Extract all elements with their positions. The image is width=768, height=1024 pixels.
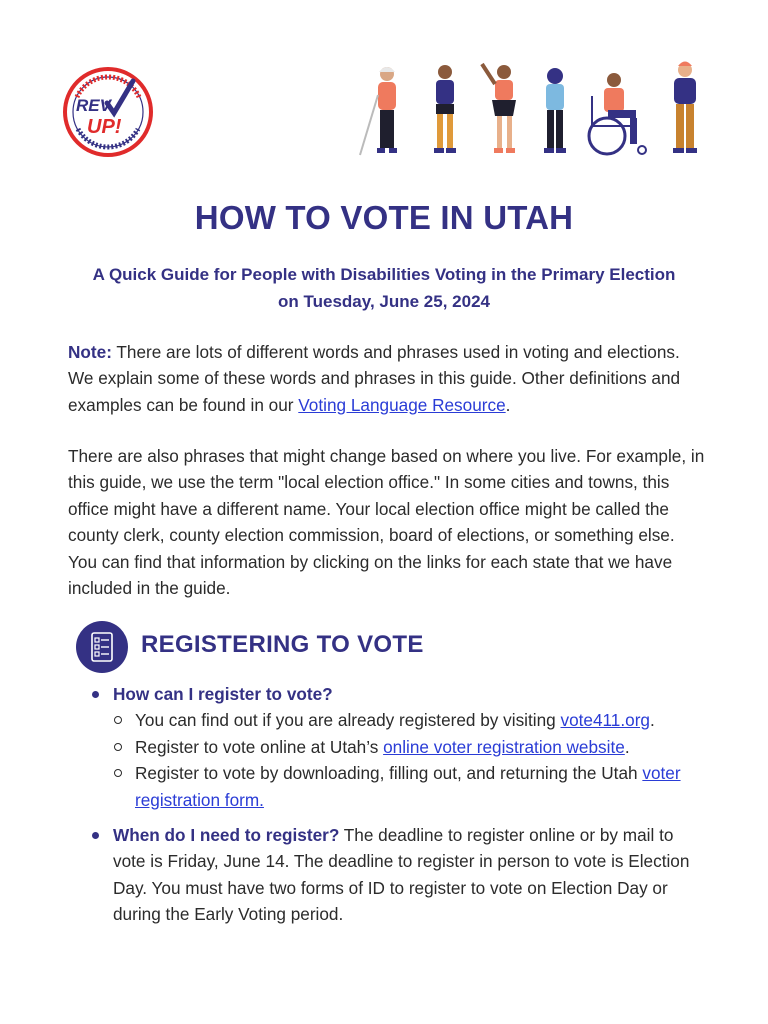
subtitle-line-1: A Quick Guide for People with Disabilities Voting in the Primary Election	[92, 265, 676, 284]
list-item	[90, 681, 710, 813]
subitem-text: Register to vote by downloading, filling out, and returning the Utah	[135, 763, 643, 784]
hollow-bullet-icon	[114, 743, 122, 751]
bullet-icon	[92, 832, 99, 839]
logo-rev-text: REV	[76, 96, 111, 115]
hollow-bullet-icon	[114, 716, 122, 724]
subitem-text: You can find out if you are already registered by visiting	[135, 710, 561, 731]
person-with-prosthetic-icon	[434, 65, 456, 153]
rev-up-logo	[63, 67, 153, 157]
person-in-hijab-icon	[544, 68, 566, 153]
page-title: HOW TO VOTE IN UTAH	[194, 199, 574, 236]
answer-when-register: The deadline to register online or by mail to vote is Friday, June 14. The deadline to register in person to vote is Election Day. You must have two forms of ID to register to vote on Election Day or during the Early Voting period.	[113, 825, 690, 925]
voting-language-resource-link[interactable]: Voting Language Resource	[298, 394, 506, 415]
question-when-register: When do I need to register?	[113, 825, 340, 845]
note-end: .	[505, 394, 511, 415]
subitem-text: Register to vote online at Utah’s	[135, 736, 384, 757]
note-text: There are lots of different words and phrases used in voting and elections. We explain some of these words and phrases in this guide. Other definitions and examples can be found in our	[68, 342, 681, 415]
question-how-register: How can I register to vote?	[113, 684, 333, 704]
registration-form-link[interactable]: voter registration form.	[135, 763, 681, 810]
deadline-question-list	[90, 822, 710, 928]
subtitle-line-2: on Tuesday, June 25, 2024	[278, 292, 490, 311]
sub-list-item	[113, 734, 710, 760]
note-label: Note:	[68, 342, 112, 362]
checklist-icon	[76, 621, 128, 673]
note-paragraph	[68, 339, 708, 418]
local-office-paragraph: There are also phrases that might change based on where you live. For example, in this guide, we use the term "local election office." In some cities and towns, this office might have a different name. Your local election office might be called the county clerk, county election commission, board of elections, or something else. You can find that information by clicking on the links for each state that we have included in the guide.	[68, 446, 705, 599]
section-heading: REGISTERING TO VOTE	[141, 631, 424, 658]
bullet-icon	[92, 691, 99, 698]
page-subtitle	[60, 261, 708, 315]
sub-list-item	[113, 760, 710, 813]
person-in-wheelchair-icon	[589, 73, 646, 154]
online-registration-link[interactable]: online voter registration website	[383, 736, 625, 757]
person-standing-icon	[673, 62, 697, 154]
people-illustration	[352, 60, 712, 164]
person-with-cane-icon	[360, 67, 397, 155]
sub-list-item	[113, 707, 710, 733]
list-item	[90, 822, 710, 928]
sub-list	[113, 707, 710, 813]
vote411-link[interactable]: vote411.org	[560, 710, 650, 731]
person-waving-icon	[482, 64, 516, 153]
subitem-end: .	[624, 736, 630, 757]
logo-up-text: UP!	[87, 116, 122, 138]
subitem-end: .	[650, 710, 655, 731]
register-question-list	[90, 681, 710, 813]
hollow-bullet-icon	[114, 769, 122, 777]
